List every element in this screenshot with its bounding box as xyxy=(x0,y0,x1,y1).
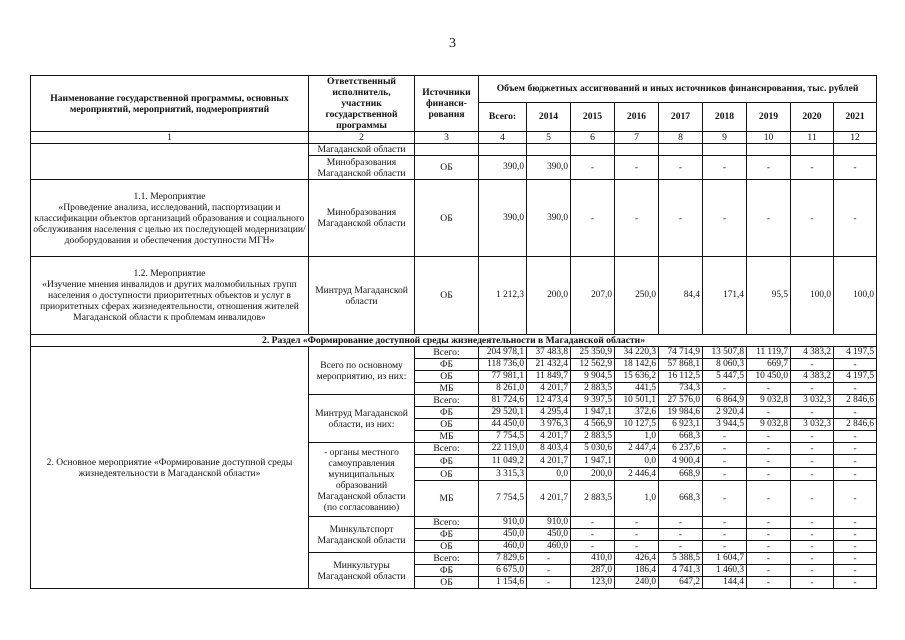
value-cell: - xyxy=(791,383,834,395)
value-cell: 8 060,3 xyxy=(703,359,747,371)
value-cell: - xyxy=(791,577,834,589)
value-cell: 204 978,1 xyxy=(479,347,527,359)
value-cell xyxy=(834,144,877,156)
value-cell: - xyxy=(615,529,659,541)
value-cell: - xyxy=(747,481,791,517)
header-year: 2018 xyxy=(703,102,747,131)
value-cell: - xyxy=(703,481,747,517)
source-cell: ОБ xyxy=(415,180,479,257)
value-cell: - xyxy=(571,156,615,180)
value-cell: - xyxy=(791,468,834,481)
value-cell: 3 944,5 xyxy=(703,419,747,431)
source-cell: ФБ xyxy=(415,565,479,577)
value-cell: 57 868,1 xyxy=(659,359,703,371)
value-cell: 9 904,5 xyxy=(571,371,615,383)
source-cell: ФБ xyxy=(415,529,479,541)
executor-cell: - органы местного самоуправления муниципальных образований Магаданской области (по согласованию) xyxy=(309,443,415,517)
value-cell: 29 520,1 xyxy=(479,407,527,419)
value-cell: 5 030,6 xyxy=(571,443,615,455)
value-cell: - xyxy=(703,156,747,180)
value-cell: 77 981,1 xyxy=(479,371,527,383)
value-cell: 100,0 xyxy=(791,257,834,335)
main-activity-name: 2. Основное мероприятие «Формирование доступной среды жизнедеятельности в Магаданской области» xyxy=(31,347,309,589)
value-cell: 1 947,1 xyxy=(571,407,615,419)
value-cell: 910,0 xyxy=(479,517,527,529)
value-cell: 81 724,6 xyxy=(479,395,527,407)
table-row xyxy=(31,180,877,257)
source-cell: ФБ xyxy=(415,455,479,468)
value-cell xyxy=(659,144,703,156)
value-cell: - xyxy=(659,180,703,257)
value-cell: - xyxy=(791,431,834,443)
value-cell: 37 483,8 xyxy=(527,347,571,359)
value-cell: 668,9 xyxy=(659,468,703,481)
value-cell: - xyxy=(747,407,791,419)
value-cell: 200,0 xyxy=(571,468,615,481)
value-cell: 7 829,6 xyxy=(479,553,527,565)
value-cell: - xyxy=(747,577,791,589)
header-year: Всего: xyxy=(479,102,527,131)
value-cell: 4 383,2 xyxy=(791,347,834,359)
header-year: 2017 xyxy=(659,102,703,131)
value-cell: 18 142,6 xyxy=(615,359,659,371)
column-number: 5 xyxy=(527,132,571,144)
source-cell: МБ xyxy=(415,481,479,517)
value-cell: - xyxy=(834,407,877,419)
value-cell: 668,3 xyxy=(659,481,703,517)
value-cell: 12 473,4 xyxy=(527,395,571,407)
value-cell: 1 212,3 xyxy=(479,257,527,335)
header-year: 2016 xyxy=(615,102,659,131)
value-cell: 2 446,4 xyxy=(615,468,659,481)
value-cell: 44 450,0 xyxy=(479,419,527,431)
value-cell: 4 201,7 xyxy=(527,431,571,443)
value-cell: 4 566,9 xyxy=(571,419,615,431)
value-cell: - xyxy=(747,565,791,577)
value-cell: 27 576,0 xyxy=(659,395,703,407)
value-cell: 19 984,6 xyxy=(659,407,703,419)
value-cell: 4 383,2 xyxy=(791,371,834,383)
value-cell: - xyxy=(834,565,877,577)
value-cell: - xyxy=(834,455,877,468)
value-cell: - xyxy=(703,529,747,541)
executor-cell: Магаданской области xyxy=(309,144,415,156)
value-cell: - xyxy=(834,481,877,517)
source-cell: ОБ xyxy=(415,419,479,431)
source-cell: Всего: xyxy=(415,553,479,565)
source-cell: ОБ xyxy=(415,468,479,481)
value-cell: - xyxy=(659,529,703,541)
activity-name-1-1 xyxy=(31,180,309,257)
value-cell: 8 403,4 xyxy=(527,443,571,455)
activity-name-1-2 xyxy=(31,257,309,335)
header-year: 2020 xyxy=(791,102,834,131)
value-cell: 10 501,1 xyxy=(615,395,659,407)
value-cell: - xyxy=(703,383,747,395)
value-cell: 3 032,3 xyxy=(791,395,834,407)
value-cell: 5 388,5 xyxy=(659,553,703,565)
source-cell: ОБ xyxy=(415,156,479,180)
source-cell: Всего: xyxy=(415,517,479,529)
value-cell: 2 920,4 xyxy=(703,407,747,419)
value-cell: 3 315,3 xyxy=(479,468,527,481)
value-cell: 144,4 xyxy=(703,577,747,589)
value-cell: - xyxy=(834,156,877,180)
value-cell: 410,0 xyxy=(571,553,615,565)
value-cell: 25 350,9 xyxy=(571,347,615,359)
value-cell: - xyxy=(834,431,877,443)
value-cell: - xyxy=(791,565,834,577)
value-cell: - xyxy=(791,443,834,455)
value-cell: 9 397,5 xyxy=(571,395,615,407)
section-title: 2. Раздел «Формирование доступной среды жизнедеятельности в Магаданской области» xyxy=(31,335,877,347)
executor-cell: Минобразования Магаданской области xyxy=(309,156,415,180)
table-row xyxy=(31,347,877,359)
value-cell: - xyxy=(703,431,747,443)
column-number: 3 xyxy=(415,132,479,144)
column-number: 2 xyxy=(309,132,415,144)
value-cell: 734,3 xyxy=(659,383,703,395)
value-cell: 1 947,1 xyxy=(571,455,615,468)
value-cell: 3 032,3 xyxy=(791,419,834,431)
source-cell: ОБ xyxy=(415,257,479,335)
value-cell: - xyxy=(834,517,877,529)
value-cell: - xyxy=(703,443,747,455)
value-cell: 250,0 xyxy=(615,257,659,335)
value-cell: - xyxy=(834,443,877,455)
value-cell: 84,4 xyxy=(659,257,703,335)
value-cell: 186,4 xyxy=(615,565,659,577)
value-cell: 287,0 xyxy=(571,565,615,577)
executor-cell: Всего по основному мероприятию, из них: xyxy=(309,347,415,395)
value-cell: 450,0 xyxy=(479,529,527,541)
value-cell: - xyxy=(703,517,747,529)
value-cell: 1,0 xyxy=(615,481,659,517)
value-cell: 95,5 xyxy=(747,257,791,335)
header-name: Наименование государственной программы, основных мероприятий, мероприятий, подмероприятий xyxy=(31,76,309,132)
column-number: 4 xyxy=(479,132,527,144)
value-cell: - xyxy=(791,156,834,180)
executor-cell: Минтруд Магаданской области xyxy=(309,257,415,335)
column-number: 7 xyxy=(615,132,659,144)
value-cell: 4 197,5 xyxy=(834,371,877,383)
source-cell: Всего: xyxy=(415,443,479,455)
value-cell: 426,4 xyxy=(615,553,659,565)
value-cell: 1 604,7 xyxy=(703,553,747,565)
value-cell: - xyxy=(703,541,747,553)
value-cell: - xyxy=(527,553,571,565)
column-number: 1 xyxy=(31,132,309,144)
value-cell: - xyxy=(834,541,877,553)
value-cell: 647,2 xyxy=(659,577,703,589)
value-cell: 7 754,5 xyxy=(479,431,527,443)
source-cell: МБ xyxy=(415,383,479,395)
source-cell: МБ xyxy=(415,431,479,443)
value-cell: 16 112,5 xyxy=(659,371,703,383)
source-cell: ОБ xyxy=(415,577,479,589)
value-cell: - xyxy=(527,565,571,577)
value-cell: 2 883,5 xyxy=(571,383,615,395)
source-cell: ФБ xyxy=(415,359,479,371)
value-cell: - xyxy=(834,180,877,257)
value-cell: - xyxy=(659,541,703,553)
value-cell: - xyxy=(615,156,659,180)
header-year: 2021 xyxy=(834,102,877,131)
table-row xyxy=(31,257,877,335)
value-cell: 118 736,0 xyxy=(479,359,527,371)
value-cell: 372,6 xyxy=(615,407,659,419)
value-cell: 4 900,4 xyxy=(659,455,703,468)
value-cell: 6 864,9 xyxy=(703,395,747,407)
header-year: 2015 xyxy=(571,102,615,131)
source-cell: Всего: xyxy=(415,395,479,407)
value-cell: 441,5 xyxy=(615,383,659,395)
column-number: 12 xyxy=(834,132,877,144)
executor-cell: Минкультспорт Магаданской области xyxy=(309,517,415,553)
value-cell: 1 154,6 xyxy=(479,577,527,589)
value-cell: 11 049,2 xyxy=(479,455,527,468)
value-cell: 9 032,8 xyxy=(747,419,791,431)
value-cell: - xyxy=(791,407,834,419)
executor-cell: Минкультуры Магаданской области xyxy=(309,553,415,589)
value-cell: - xyxy=(659,156,703,180)
value-cell: - xyxy=(571,529,615,541)
header-executor: Ответственный исполнитель, участник государственной программы xyxy=(309,76,415,132)
value-cell: - xyxy=(703,455,747,468)
value-cell: 100,0 xyxy=(834,257,877,335)
value-cell: - xyxy=(791,359,834,371)
value-cell: 207,0 xyxy=(571,257,615,335)
value-cell: - xyxy=(834,577,877,589)
value-cell xyxy=(479,144,527,156)
value-cell: - xyxy=(747,180,791,257)
value-cell xyxy=(571,144,615,156)
value-cell: 2 447,4 xyxy=(615,443,659,455)
header-sources: Источники финанси-рования xyxy=(415,76,479,132)
value-cell: 390,0 xyxy=(527,156,571,180)
value-cell: - xyxy=(834,468,877,481)
value-cell: - xyxy=(834,383,877,395)
value-cell: 1,0 xyxy=(615,431,659,443)
value-cell: - xyxy=(527,577,571,589)
value-cell: 8 261,0 xyxy=(479,383,527,395)
value-cell: 123,0 xyxy=(571,577,615,589)
value-cell: - xyxy=(615,517,659,529)
value-cell: 21 432,4 xyxy=(527,359,571,371)
source-cell: ФБ xyxy=(415,407,479,419)
value-cell: 669,7 xyxy=(747,359,791,371)
column-number: 6 xyxy=(571,132,615,144)
value-cell: - xyxy=(571,180,615,257)
activity-text: «Проведение анализа, исследований, паспортизации и классификации объектов организаций образования и социального обслуживания населения с целью их последующей модернизации/дооборудования и обеспечения доступности МГН» xyxy=(33,201,306,246)
column-number-row xyxy=(31,132,877,144)
value-cell: - xyxy=(703,468,747,481)
activity-title: 1.1. Мероприятие xyxy=(133,190,206,202)
value-cell: - xyxy=(747,455,791,468)
value-cell xyxy=(615,144,659,156)
value-cell: 2 883,5 xyxy=(571,431,615,443)
value-cell: 200,0 xyxy=(527,257,571,335)
value-cell: - xyxy=(747,468,791,481)
value-cell: 6 923,1 xyxy=(659,419,703,431)
value-cell: 2 846,6 xyxy=(834,419,877,431)
activity-title: 1.2. Мероприятие xyxy=(133,268,206,279)
value-cell: 2 883,5 xyxy=(571,481,615,517)
page-number: 3 xyxy=(449,36,456,51)
value-cell: 13 507,8 xyxy=(703,347,747,359)
value-cell: 0,0 xyxy=(615,455,659,468)
value-cell: 6 237,6 xyxy=(659,443,703,455)
value-cell: - xyxy=(834,553,877,565)
value-cell: - xyxy=(747,431,791,443)
value-cell: - xyxy=(571,517,615,529)
value-cell: 15 636,2 xyxy=(615,371,659,383)
value-cell: - xyxy=(747,443,791,455)
value-cell: 390,0 xyxy=(479,156,527,180)
value-cell: 460,0 xyxy=(479,541,527,553)
value-cell: 2 846,6 xyxy=(834,395,877,407)
value-cell: - xyxy=(615,180,659,257)
value-cell: - xyxy=(834,359,877,371)
executor-cell: Минтруд Магаданской области, из них: xyxy=(309,395,415,443)
value-cell: 240,0 xyxy=(615,577,659,589)
value-cell: 4 201,7 xyxy=(527,455,571,468)
source-cell: ОБ xyxy=(415,541,479,553)
section2-body xyxy=(31,347,877,589)
header-year: 2019 xyxy=(747,102,791,131)
executor-cell: Минобразования Магаданской области xyxy=(309,180,415,257)
table-row xyxy=(31,144,877,156)
value-cell: 1 460,3 xyxy=(703,565,747,577)
activity-text: «Изучение мнения инвалидов и других маломобильных групп населения о доступности приоритетных объектов и услуг в приоритетных сферах жизнедеятельности, отношения жителей Магаданской области к проблемам инвалидов» xyxy=(40,279,299,323)
value-cell: 74 714,9 xyxy=(659,347,703,359)
value-cell: 390,0 xyxy=(479,180,527,257)
value-cell: 4 201,7 xyxy=(527,383,571,395)
value-cell: - xyxy=(834,529,877,541)
value-cell: 10 127,5 xyxy=(615,419,659,431)
value-cell: - xyxy=(791,180,834,257)
column-number: 8 xyxy=(659,132,703,144)
value-cell: - xyxy=(571,541,615,553)
value-cell: 11 119,7 xyxy=(747,347,791,359)
value-cell: 668,3 xyxy=(659,431,703,443)
value-cell: - xyxy=(747,553,791,565)
value-cell: 11 849,7 xyxy=(527,371,571,383)
value-cell: - xyxy=(747,529,791,541)
column-number: 9 xyxy=(703,132,747,144)
source-cell: ОБ xyxy=(415,371,479,383)
value-cell: 22 119,0 xyxy=(479,443,527,455)
value-cell: - xyxy=(747,517,791,529)
value-cell: 4 741,3 xyxy=(659,565,703,577)
value-cell: 5 447,5 xyxy=(703,371,747,383)
value-cell xyxy=(527,144,571,156)
value-cell: - xyxy=(791,529,834,541)
value-cell: 9 032,8 xyxy=(747,395,791,407)
section-row xyxy=(31,335,877,347)
value-cell: 4 295,4 xyxy=(527,407,571,419)
value-cell: 34 220,3 xyxy=(615,347,659,359)
source-cell xyxy=(415,144,479,156)
source-cell: Всего: xyxy=(415,347,479,359)
value-cell: 450,0 xyxy=(527,529,571,541)
value-cell: 3 976,3 xyxy=(527,419,571,431)
budget-table xyxy=(30,75,877,589)
value-cell: - xyxy=(659,517,703,529)
value-cell: 4 197,5 xyxy=(834,347,877,359)
value-cell: - xyxy=(747,383,791,395)
value-cell xyxy=(791,144,834,156)
value-cell: 12 562,9 xyxy=(571,359,615,371)
value-cell: - xyxy=(791,481,834,517)
value-cell xyxy=(703,144,747,156)
value-cell: - xyxy=(747,541,791,553)
column-number: 11 xyxy=(791,132,834,144)
value-cell: 910,0 xyxy=(527,517,571,529)
value-cell: - xyxy=(791,517,834,529)
value-cell: - xyxy=(791,455,834,468)
value-cell: 460,0 xyxy=(527,541,571,553)
value-cell: 0,0 xyxy=(527,468,571,481)
value-cell: - xyxy=(703,180,747,257)
value-cell: - xyxy=(791,553,834,565)
value-cell xyxy=(747,144,791,156)
value-cell: 7 754,5 xyxy=(479,481,527,517)
value-cell: 6 675,0 xyxy=(479,565,527,577)
header-volume: Объем бюджетных ассигнований и иных источников финансирования, тыс. рублей xyxy=(479,76,877,103)
column-number: 10 xyxy=(747,132,791,144)
value-cell: - xyxy=(747,156,791,180)
name-cell-empty xyxy=(31,144,309,180)
value-cell: 4 201,7 xyxy=(527,481,571,517)
value-cell: 171,4 xyxy=(703,257,747,335)
value-cell: - xyxy=(791,541,834,553)
header-year: 2014 xyxy=(527,102,571,131)
value-cell: 10 450,0 xyxy=(747,371,791,383)
value-cell: - xyxy=(615,541,659,553)
value-cell: 390,0 xyxy=(527,180,571,257)
